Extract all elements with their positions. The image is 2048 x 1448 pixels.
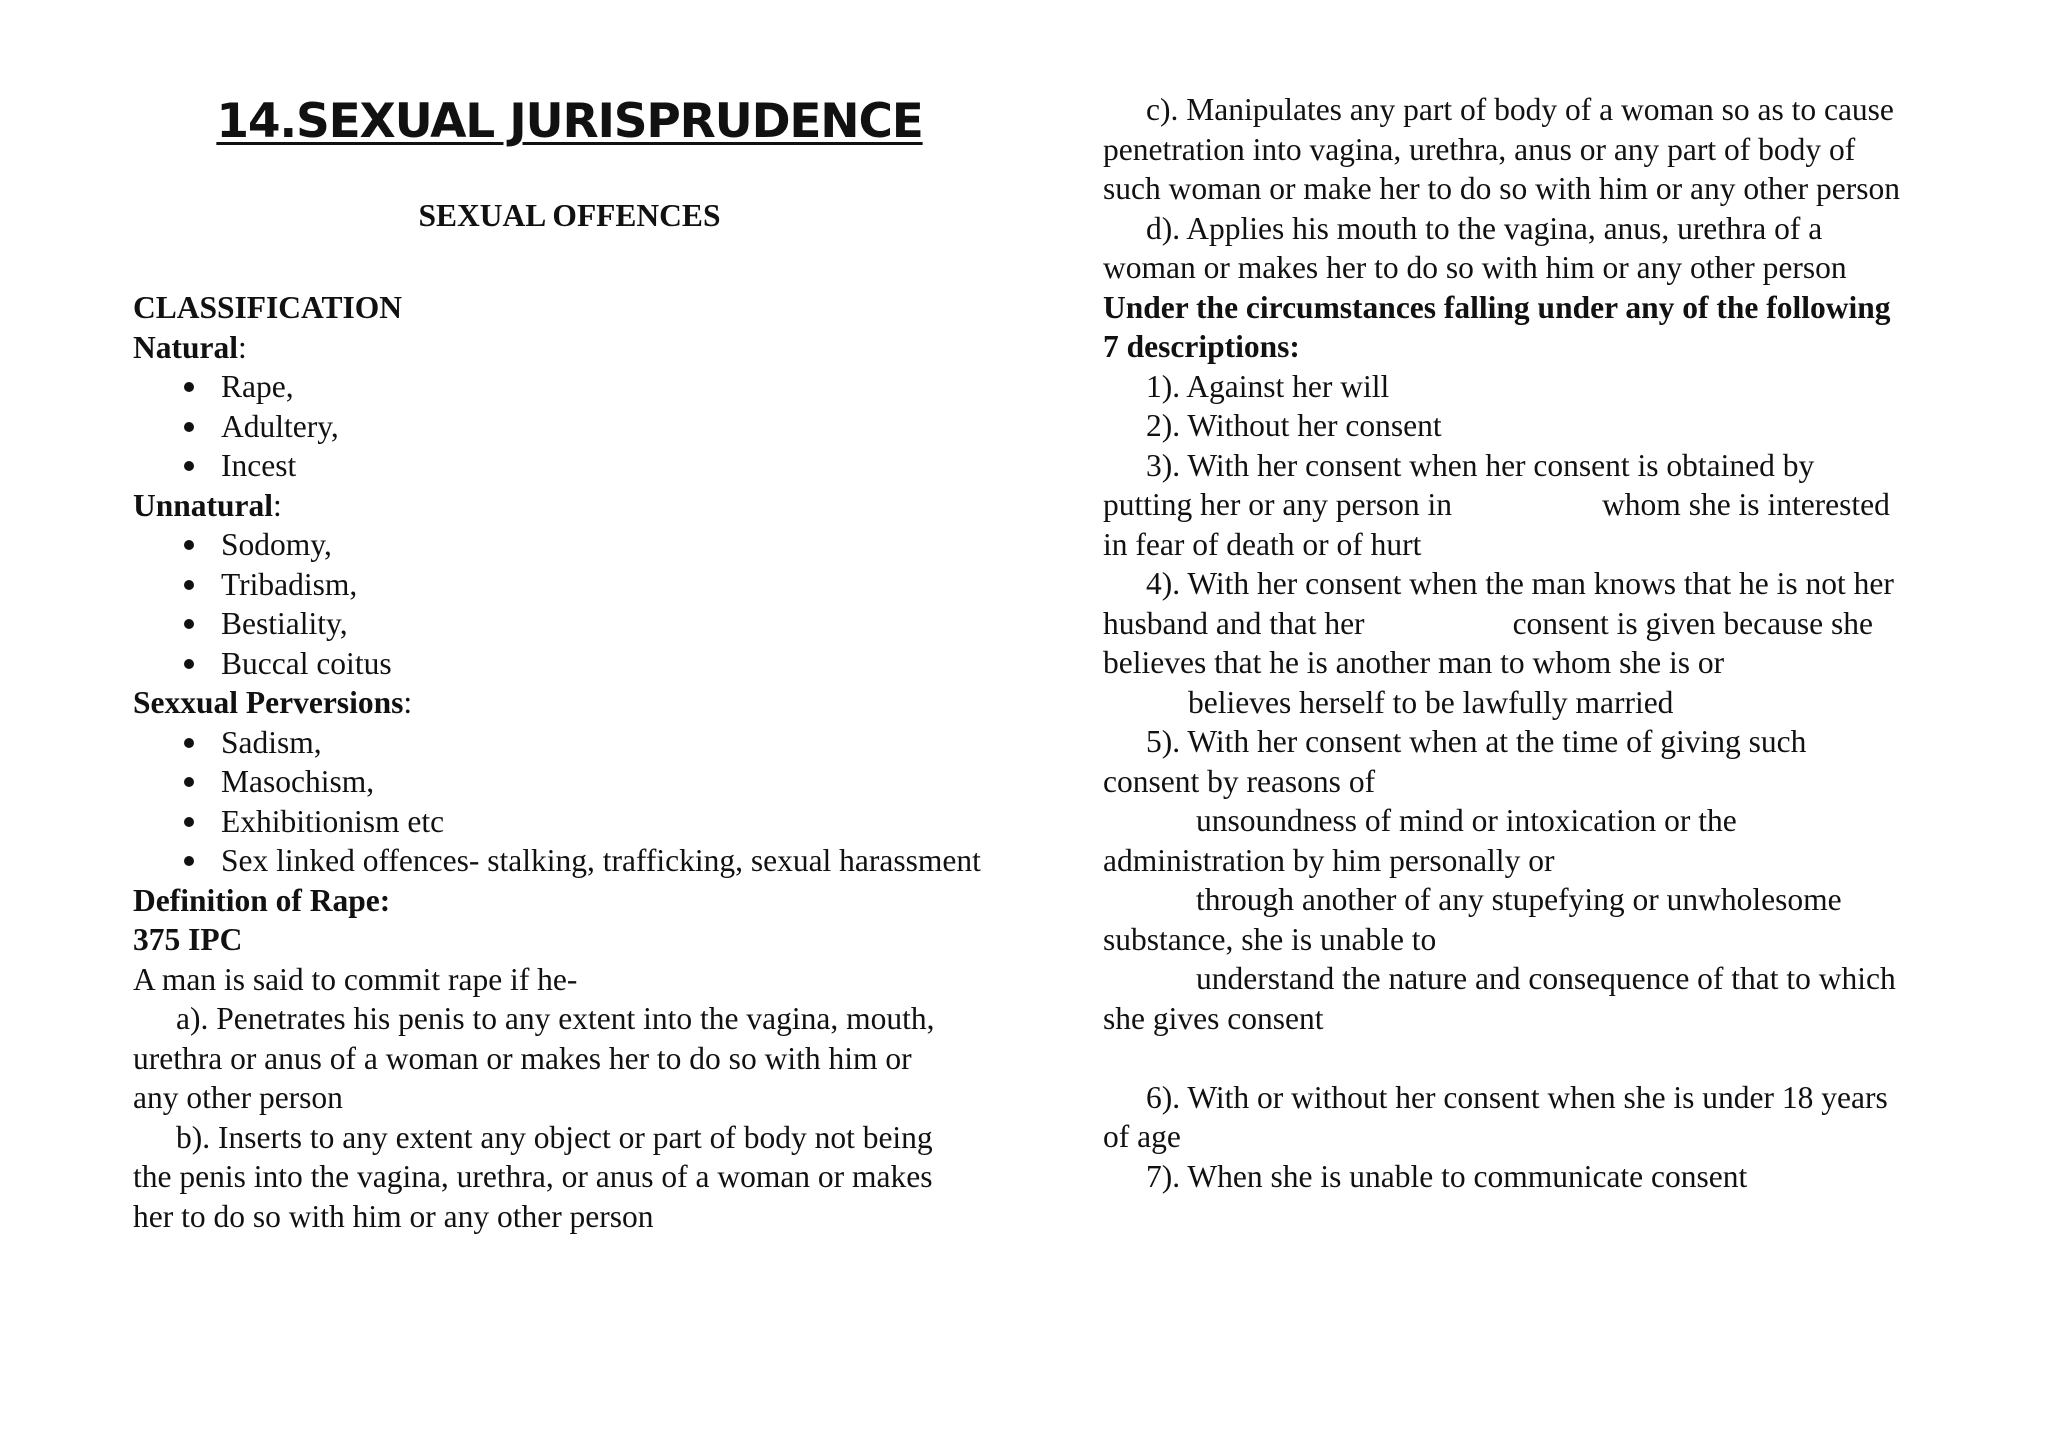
definition-heading: Definition of Rape: (133, 882, 391, 918)
list-item: Sadism, (133, 723, 1013, 763)
page-title-text: 14.SEXUAL JURISPRUDENCE (216, 94, 923, 149)
circumstance-6-first: 6). With or without her consent when she is under 18 years (1146, 1079, 1888, 1115)
circumstance-3-line (1103, 485, 1993, 525)
circumstance-3-part-b: whom she is interested (1602, 487, 1890, 522)
list-item: Sex linked offences- stalking, trafficking, sexual harassment (133, 841, 1001, 881)
circumstance-5-line: unsoundness of mind or intoxication or the (1196, 803, 1737, 838)
list-item: Masochism, (133, 762, 1013, 802)
clause-c-line: penetration into vagina, urethra, anus or any part of body of (1103, 131, 1856, 167)
circumstance-3-line: in fear of death or of hurt (1103, 526, 1422, 562)
circumstance-5-line: through another of any stupefying or unwholesome (1196, 882, 1842, 917)
perversions-heading (133, 683, 1013, 723)
right-column (1103, 90, 1993, 1196)
natural-label: Natural (133, 329, 238, 365)
section-number: 375 IPC (133, 922, 243, 957)
circumstances-heading-2: 7 descriptions: (1103, 329, 1300, 364)
circumstance-4-first: 4). With her consent when the man knows that he is not her (1146, 566, 1894, 601)
clause-a-first: a). Penetrates his penis to any extent into the vagina, mouth, (176, 1001, 935, 1036)
clause-d-first: d). Applies his mouth to the vagina, anus, urethra of a (1146, 210, 1823, 246)
list-item: Bestiality, (133, 604, 1013, 644)
perversions-label: Sexxual Perversions (133, 685, 404, 720)
list-item: Incest (133, 446, 1013, 486)
list-item: Adultery, (133, 407, 1013, 447)
clause-b-first: b). Inserts to any extent any object or part of body not being (176, 1119, 933, 1155)
clause-c-line: such woman or make her to do so with him or any other person (1103, 171, 1900, 206)
circumstances-heading-1: Under the circumstances falling under any of the following (1103, 289, 1891, 325)
clause-a-line: urethra or anus of a woman or makes her to do so with him or (133, 1040, 912, 1076)
left-column (133, 288, 1013, 1236)
clause-b-line: the penis into the vagina, urethra, or anus of a woman or makes (133, 1159, 933, 1194)
section-subtitle: SEXUAL OFFENCES (418, 198, 721, 233)
paragraph-gap (1103, 1038, 1993, 1078)
circumstance-4-line (1103, 604, 1993, 644)
circumstance-4-line: believes herself to be lawfully married (1188, 684, 1674, 720)
circumstance-1: 1). Against her will (1146, 368, 1390, 404)
circumstance-5-line: substance, she is unable to (1103, 921, 1437, 957)
page-title (133, 92, 1006, 152)
circumstance-4-part-a: husband and that her (1103, 605, 1365, 641)
unnatural-list (133, 525, 1013, 683)
circumstance-4-line: believes that he is another man to whom she is or (1103, 645, 1725, 680)
list-item: Tribadism, (133, 565, 1013, 605)
circumstance-7: 7). When she is unable to communicate consent (1146, 1158, 1748, 1194)
unnatural-heading (133, 486, 1013, 526)
natural-colon: : (238, 329, 247, 365)
circumstance-4-part-b: consent is given because she (1512, 605, 1873, 641)
list-item: Sodomy, (133, 525, 1013, 565)
list-item: Buccal coitus (133, 644, 1013, 684)
natural-list (133, 367, 1013, 486)
unnatural-colon: : (273, 487, 282, 523)
circumstance-2: 2). Without her consent (1146, 408, 1442, 443)
classification-heading: CLASSIFICATION (133, 290, 402, 325)
clause-b-line: her to do so with him or any other person (133, 1198, 654, 1234)
clause-d-line: woman or makes her to do so with him or any other person (1103, 250, 1847, 285)
natural-heading (133, 328, 1013, 368)
list-item: Rape, (133, 367, 1013, 407)
clause-c-first: c). Manipulates any part of body of a woman so as to cause (1146, 92, 1894, 127)
circumstance-5-line: understand the nature and consequence of that to which (1196, 961, 1896, 996)
circumstance-5-line: administration by him personally or (1103, 842, 1555, 878)
circumstance-3-first: 3). With her consent when her consent is obtained by (1146, 447, 1815, 483)
definition-intro: A man is said to commit rape if he- (133, 961, 578, 997)
circumstance-5-line: she gives consent (1103, 1000, 1324, 1036)
circumstance-5-first: 5). With her consent when at the time of giving such (1146, 724, 1807, 759)
circumstance-6-line: of age (1103, 1119, 1181, 1154)
perversions-colon: : (403, 685, 413, 720)
clause-a-line: any other person (133, 1080, 343, 1115)
perversions-list (133, 723, 1013, 881)
circumstance-3-part-a: putting her or any person in (1103, 487, 1453, 522)
unnatural-label: Unnatural (133, 487, 274, 523)
circumstance-5-line: consent by reasons of (1103, 763, 1376, 799)
list-item: Exhibitionism etc (133, 802, 1013, 842)
